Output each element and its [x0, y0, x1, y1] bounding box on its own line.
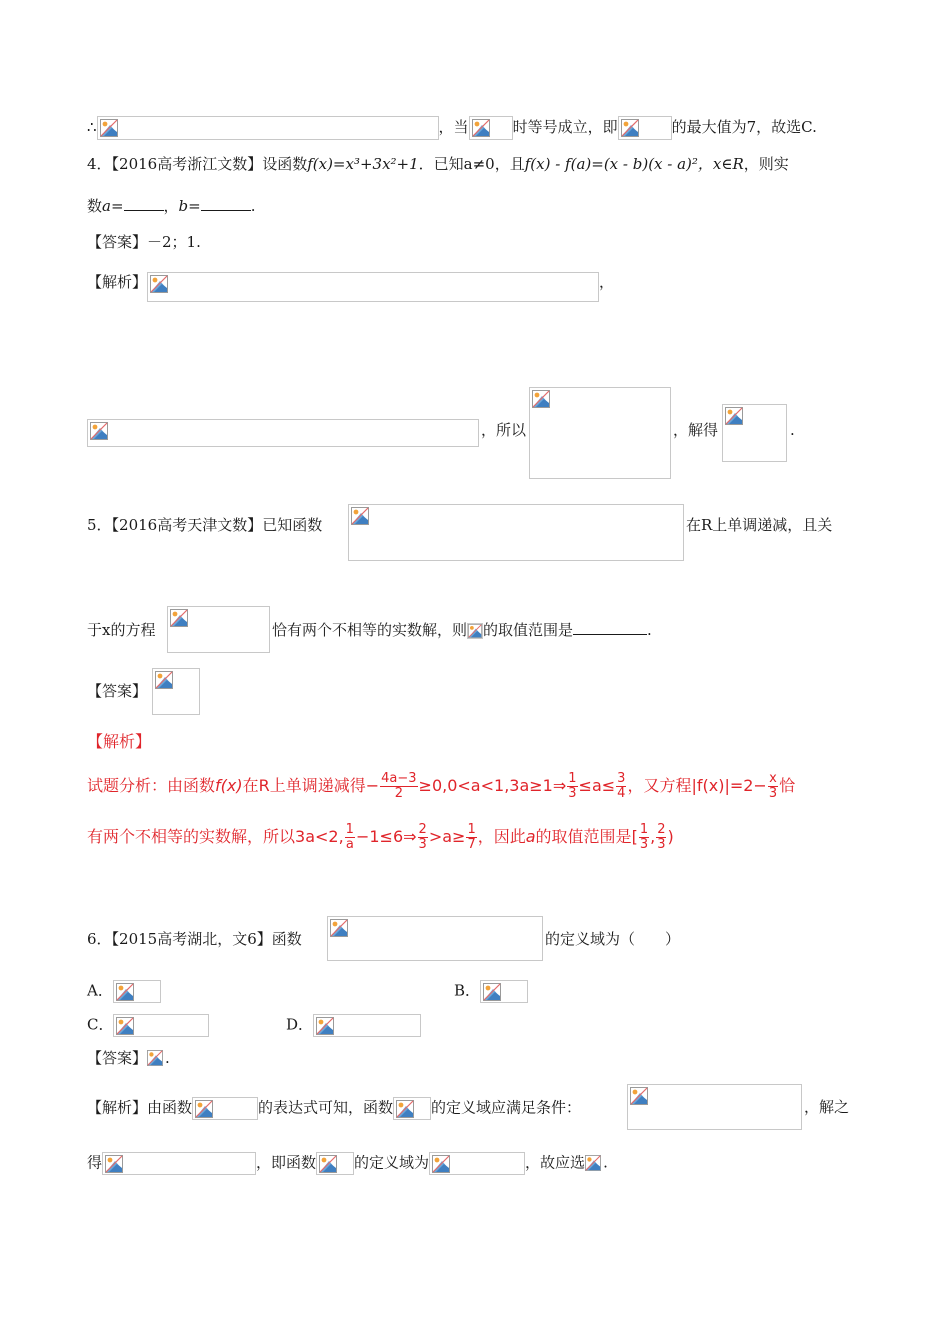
text: 于x的方程: [87, 621, 156, 639]
broken-image-icon: [351, 507, 369, 525]
question-number: 4．【2016高考浙江文数】设函数: [87, 155, 308, 173]
broken-image-icon: [155, 671, 173, 689]
text: 的定义域应满足条件：: [431, 1098, 582, 1117]
fraction: [768, 772, 778, 801]
broken-image-icon: [330, 919, 348, 937]
q6-analysis-line1: [87, 1097, 581, 1120]
text: 【解析】由函数: [87, 1098, 193, 1117]
broken-image-icon: [468, 624, 482, 638]
q5-analysis-line1: [87, 772, 795, 801]
analysis-label: 【解析】: [87, 273, 148, 291]
text: ，所以: [481, 421, 527, 439]
broken-image-icon: [725, 407, 743, 425]
text: 数: [87, 197, 103, 215]
broken-image-icon: [90, 422, 108, 440]
formula-image: [167, 606, 270, 653]
text: ，解得: [673, 421, 719, 439]
formula-image: [192, 1097, 258, 1120]
math: ,: [650, 827, 656, 846]
numerator: x: [769, 771, 777, 786]
q4-answer: 【答案】－2；1.: [87, 233, 201, 251]
option-label: B．: [454, 981, 481, 1000]
fraction: [345, 823, 355, 852]
formula-image: [529, 387, 671, 479]
text: .: [790, 421, 795, 439]
variable-a: a=: [102, 197, 124, 215]
math: 3a<2,: [295, 827, 344, 846]
broken-image-icon: [396, 1100, 414, 1118]
formula-image: [627, 1084, 802, 1130]
broken-image-icon: [150, 275, 168, 293]
text: ，即函数: [256, 1153, 317, 1172]
text: 恰有两个不相等的实数解，则: [272, 621, 468, 639]
formula-image: [348, 504, 684, 561]
math: −1≤6⇒: [355, 827, 417, 846]
numerator: 1: [467, 822, 476, 837]
therefore-symbol: ∴: [87, 118, 97, 136]
math: |f(x)|=2−: [691, 776, 767, 795]
numerator: 1: [639, 822, 649, 837]
text: 的定义域为: [354, 1153, 430, 1172]
text: 有两个不相等的实数解，所以: [87, 827, 296, 846]
text: ，: [163, 197, 179, 215]
formula-image: [618, 116, 672, 140]
math: >a≥: [428, 827, 466, 846]
denominator: 3: [639, 837, 649, 852]
text: 在R上单调递减得: [242, 776, 366, 795]
broken-image-icon: [472, 119, 490, 137]
text: 的取值范围是: [483, 621, 574, 639]
text: 的表达式可知，函数: [258, 1098, 394, 1117]
math: a: [525, 827, 536, 846]
broken-image-icon: [621, 119, 639, 137]
fraction: [380, 772, 417, 801]
denominator: 7: [467, 837, 476, 852]
text: ，又方程: [627, 776, 692, 795]
denominator: 3: [418, 837, 427, 852]
line-1: [87, 116, 817, 140]
denominator: 3: [768, 786, 778, 801]
variable-b: b=: [178, 197, 201, 215]
text: ，因此: [477, 827, 526, 846]
formula-image: [316, 1152, 354, 1175]
formula-image: [327, 916, 543, 961]
option-label: A．: [87, 981, 113, 1000]
numerator: 2: [657, 822, 666, 837]
formula-image: [147, 272, 599, 302]
denominator: 2: [394, 786, 403, 801]
broken-image-icon: [316, 1017, 334, 1035]
text: 恰: [779, 776, 796, 795]
fraction: [656, 823, 666, 852]
text: ，: [599, 273, 615, 291]
broken-image-icon: [147, 1050, 163, 1066]
broken-image-icon: [483, 983, 501, 1001]
q4-solution-start: [87, 272, 614, 302]
option-a: [87, 980, 161, 1003]
formula-image: [393, 1097, 431, 1120]
formula-image: [585, 1155, 603, 1173]
text: ，当: [438, 118, 469, 136]
math: f(x): [215, 776, 243, 795]
q5-stem-line2: [272, 620, 652, 640]
numerator: 1: [568, 771, 577, 786]
broken-image-icon: [116, 1017, 134, 1035]
formula-image: [313, 1014, 421, 1037]
formula-image: [429, 1152, 525, 1175]
q5-analysis-line2: [87, 822, 674, 852]
formula-image: [467, 623, 483, 639]
text: 时等号成立，即: [512, 118, 618, 136]
formula-image: [722, 404, 787, 462]
q4-stem: [87, 154, 789, 174]
formula-image: [147, 1050, 165, 1068]
text: .: [250, 197, 256, 215]
option-label: C．: [87, 1015, 114, 1034]
broken-image-icon: [532, 390, 550, 408]
formula-image: [113, 980, 161, 1003]
math: ≥0,0<a<1,3a≥1⇒: [418, 776, 567, 795]
fraction: [466, 823, 476, 852]
answer-label: 【答案】: [87, 1049, 148, 1067]
broken-image-icon: [432, 1155, 450, 1173]
fraction: [639, 823, 649, 852]
formula-image: [97, 116, 439, 140]
numerator: 2: [418, 822, 427, 837]
formula-image: [102, 1152, 256, 1175]
answer-blank-a: [124, 196, 164, 211]
formula-image: [480, 980, 528, 1003]
analysis-label: 【解析】: [87, 732, 152, 751]
math: [: [631, 827, 638, 846]
numerator: 3: [617, 771, 626, 786]
option-d: [286, 1014, 421, 1037]
text: 在R上单调递减，且关: [686, 516, 833, 534]
denominator: 3: [657, 837, 666, 852]
text: .: [603, 1153, 608, 1172]
formula-image: [469, 116, 513, 140]
formula-image: [87, 419, 479, 447]
broken-image-icon: [116, 983, 134, 1001]
denominator: 3: [568, 786, 577, 801]
fraction: [616, 772, 626, 801]
option-b: [454, 980, 528, 1003]
answer-label: 【答案】: [87, 682, 148, 700]
formula-image: [152, 668, 200, 715]
broken-image-icon: [105, 1155, 123, 1173]
numerator: 1: [345, 822, 354, 837]
text: 试题分析：由函数: [87, 776, 216, 795]
formula-image: [113, 1014, 209, 1037]
text: .: [165, 1049, 170, 1067]
function-definition: f(x)=x³+3x²+1: [307, 155, 419, 173]
text: ，解之: [804, 1098, 850, 1116]
q6-analysis-line2: [87, 1152, 608, 1175]
denominator: a: [345, 837, 354, 852]
q6-stem: 6．【2015高考湖北，文6】函数: [87, 930, 302, 948]
q5-stem: 5．【2016高考天津文数】已知函数: [87, 516, 323, 534]
broken-image-icon: [630, 1087, 648, 1105]
broken-image-icon: [195, 1100, 213, 1118]
fraction: [418, 823, 428, 852]
text: 的取值范围是: [535, 827, 632, 846]
answer-blank: [573, 620, 647, 635]
math: ): [667, 827, 674, 846]
math: −: [365, 776, 380, 795]
text: ，故应选: [525, 1153, 586, 1172]
text: ，则实: [743, 155, 789, 173]
q6-answer: [87, 1048, 170, 1068]
q4-stem-line2: [87, 196, 256, 216]
text: 得: [87, 1153, 103, 1172]
option-label: D．: [286, 1015, 314, 1034]
broken-image-icon: [319, 1155, 337, 1173]
text: ．已知a≠0，且: [418, 155, 525, 173]
broken-image-icon: [100, 119, 118, 137]
broken-image-icon: [585, 1155, 601, 1171]
answer-blank-b: [201, 196, 251, 211]
option-c: [87, 1014, 209, 1037]
fraction: [567, 772, 577, 801]
text: .: [647, 621, 652, 639]
text: 的最大值为7，故选C.: [671, 118, 817, 136]
text: 的定义域为（ ）: [545, 930, 681, 948]
denominator: 4: [617, 786, 626, 801]
numerator: 4a−3: [381, 771, 417, 786]
broken-image-icon: [170, 609, 188, 627]
condition: f(x) - f(a)=(x - b)(x - a)²，x∈R: [524, 155, 744, 173]
math: ≤a≤: [578, 776, 616, 795]
